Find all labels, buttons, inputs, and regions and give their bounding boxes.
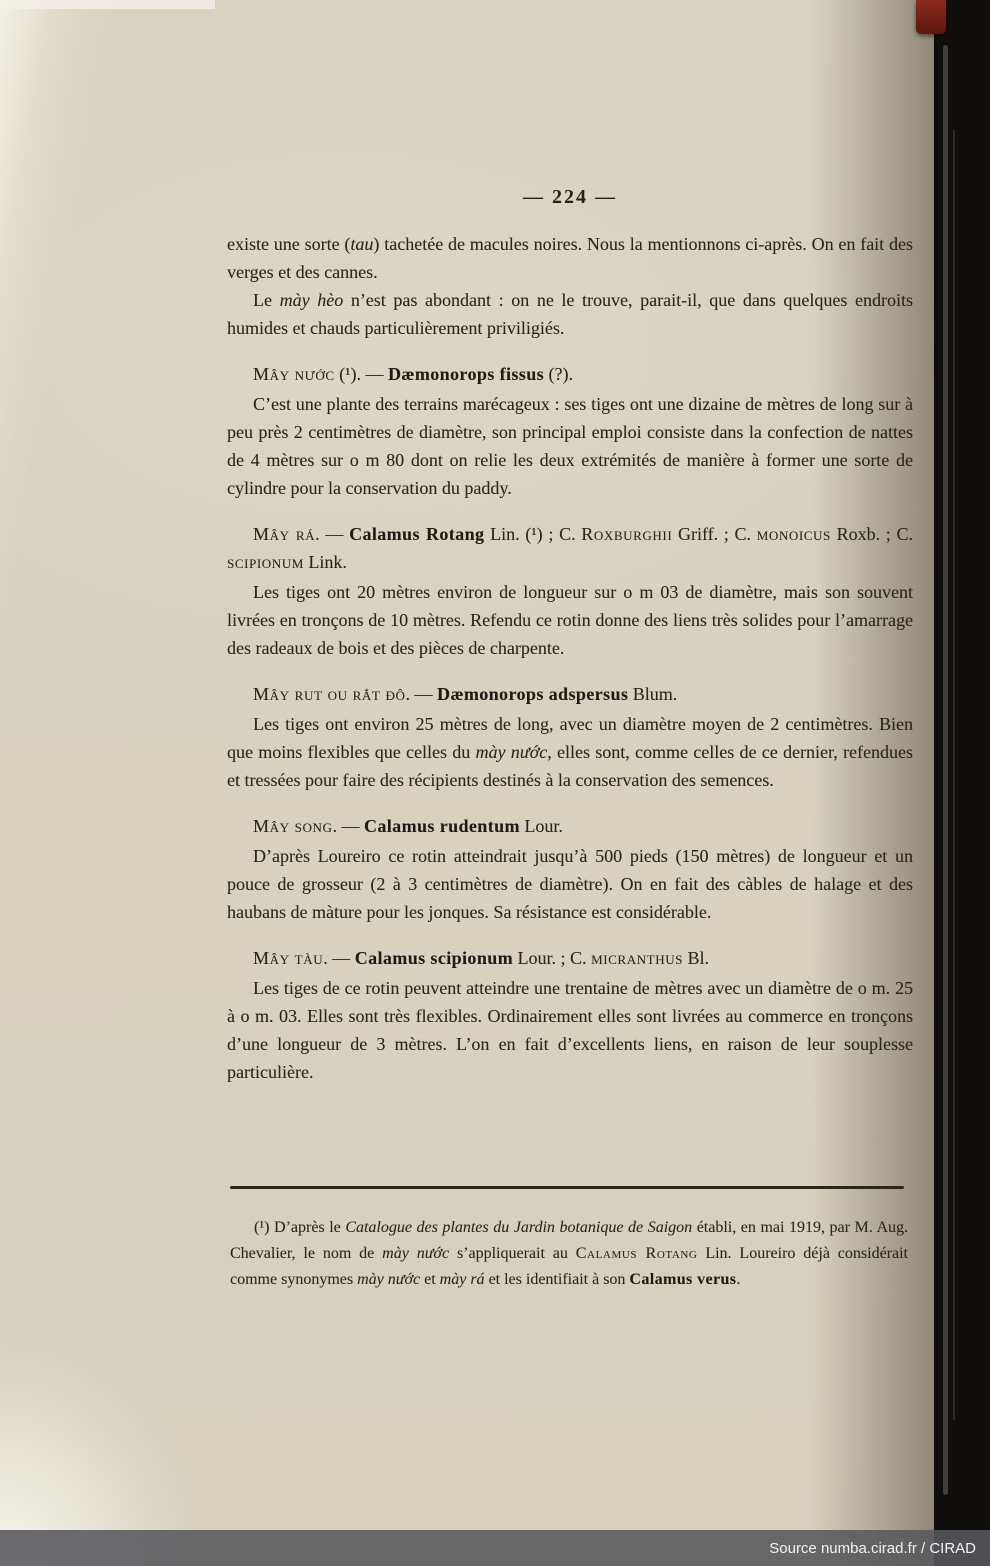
smallcaps-name: Mây tàu [253,948,324,968]
text-run: Griff. ; C. [672,524,757,544]
smallcaps-name: Mây nước [253,364,335,384]
section-heading [227,360,913,388]
text-run: (¹). — [334,364,389,384]
source-bar [0,1530,990,1566]
page-edge-streak [953,130,955,1420]
smallcaps-name: scipionum [227,552,304,572]
text-run: (¹) D’après le [254,1219,346,1236]
section-heading [227,520,913,576]
section-heading [227,944,913,972]
footnote-text [230,1215,908,1293]
text-run: Lin. Loureiro déjà considérait comme synonymes [230,1245,908,1288]
species-name-bold: Calamus Rotang [349,524,485,544]
text-run: . — [405,684,438,704]
text-run: et [420,1271,440,1288]
paragraph [227,286,913,342]
species-name-bold: Calamus rudentum [363,816,520,836]
book-binding [934,0,990,1566]
text-run: et les identifiait à son [484,1271,630,1288]
species-name-bold: Dæmonorops adspersus [437,684,629,704]
italic-text: mày hèo [279,290,344,310]
text-run: . [736,1271,741,1288]
text-run: Les tiges ont environ 25 mètres de long, avec un diamètre moyen de 2 centimètres. Bien que moins flexibles que celles du [227,714,913,762]
footnote-rule [230,1186,904,1189]
smallcaps-name: Calamus Rotang [575,1245,698,1262]
text-body [227,230,913,1086]
italic-text: Catalogue des plantes du Jardin botanique de Saigon [345,1219,693,1236]
paragraph [227,390,913,502]
paragraph [227,578,913,662]
smallcaps-name: Roxburghii [581,524,673,544]
text-run: Lour. [519,816,563,836]
text-run: Bl. [683,948,710,968]
footnote-block [230,1186,908,1293]
text-run: Les tiges de ce rotin peuvent atteindre une trentaine de mètres avec un diamètre de o m. 25 à o m. 03. Elles sont très flexibles. Ordinairement elles sont livrées au commerce en tronçons d’une longueur de 3 mètres. L’on en fait d’excellents liens, en raison de leur souplesse particulière. [227,978,913,1082]
text-run: s’appliquerait au [449,1245,576,1262]
smallcaps-name: Mây rut ou rắt đô [253,684,406,704]
page-number: — 224 — [523,186,617,208]
source-text: Source numba.cirad.fr / CIRAD [769,1539,976,1557]
binding-headband [916,0,946,34]
text-run: établi, en mai 1919, par M. Aug. Chevalier, le nom de [230,1219,908,1262]
text-run: (?). [544,364,574,384]
text-run: Lin. (¹) ; C. [484,524,582,544]
species-name-bold: Calamus verus [629,1271,737,1288]
smallcaps-name: Mây song [253,816,333,836]
page-stack-top-edge [0,0,215,9]
italic-text: mày nước [382,1245,450,1262]
text-run: , elles sont, comme celles de ce dernier, refendues et tressées pour faire des récipients destinés à la conservation des semences. [227,742,913,790]
text-run: Link. [303,552,347,572]
text-run: Les tiges ont 20 mètres environ de longueur sur o m 03 de diamètre, mais son souvent livrées en tronçons de 10 mètres. Refendu ce rotin donne des liens très solides pour l’amarrage des radeaux de bois et des pièces de charpente. [227,582,913,658]
smallcaps-name: micranthus [591,948,684,968]
text-run: D’après Loureiro ce rotin atteindrait jusqu’à 500 pieds (150 mètres) de longueur et un pouce de grosseur (2 à 3 centimètres de diamètre). On en fait des càbles de halage et des haubans de màture pour les jonques. Sa résistance est considérable. [227,846,913,922]
text-run: n’est pas abondant : on ne le trouve, parait-il, que dans quelques endroits humides et chauds particulièrement priviligiés. [227,290,914,338]
text-run: ) tachetée de macules noires. Nous la mentionnons ci-après. On en fait des verges et des cannes. [227,234,913,282]
paragraph [227,842,913,926]
paragraph [227,230,913,286]
smallcaps-name: monoicus [756,524,831,544]
text-run: . — [315,524,350,544]
text-run: . — [323,948,355,968]
text-run: existe une sorte ( [227,234,351,254]
section-heading [227,812,913,840]
italic-text: tau [350,234,374,254]
page-edge-streak [943,45,948,1495]
text-run: Blum. [628,684,678,704]
paragraph [227,974,913,1086]
text-run: Lour. ; C. [513,948,592,968]
text-run: C’est une plante des terrains marécageux : ses tiges ont une dizaine de mètres de long sur à peu près 2 centimètres de diamètre, son principal emploi consiste dans la confection de nattes de 4 mètres sur o m 80 dont on relie les deux extrémités de manière à former une sorte de cylindre pour la conservation du paddy. [227,394,913,498]
species-name-bold: Dæmonorops fissus [388,364,545,384]
italic-text: mày nước [357,1271,421,1288]
italic-text: mày rá [439,1271,485,1288]
text-run: Le [253,290,280,310]
paragraph [227,710,913,794]
italic-text: mày nước [475,742,548,762]
text-run: . — [332,816,364,836]
smallcaps-name: Mây rá [253,524,316,544]
section-heading [227,680,913,708]
species-name-bold: Calamus scipionum [354,948,514,968]
text-run: Roxb. ; C. [830,524,914,544]
